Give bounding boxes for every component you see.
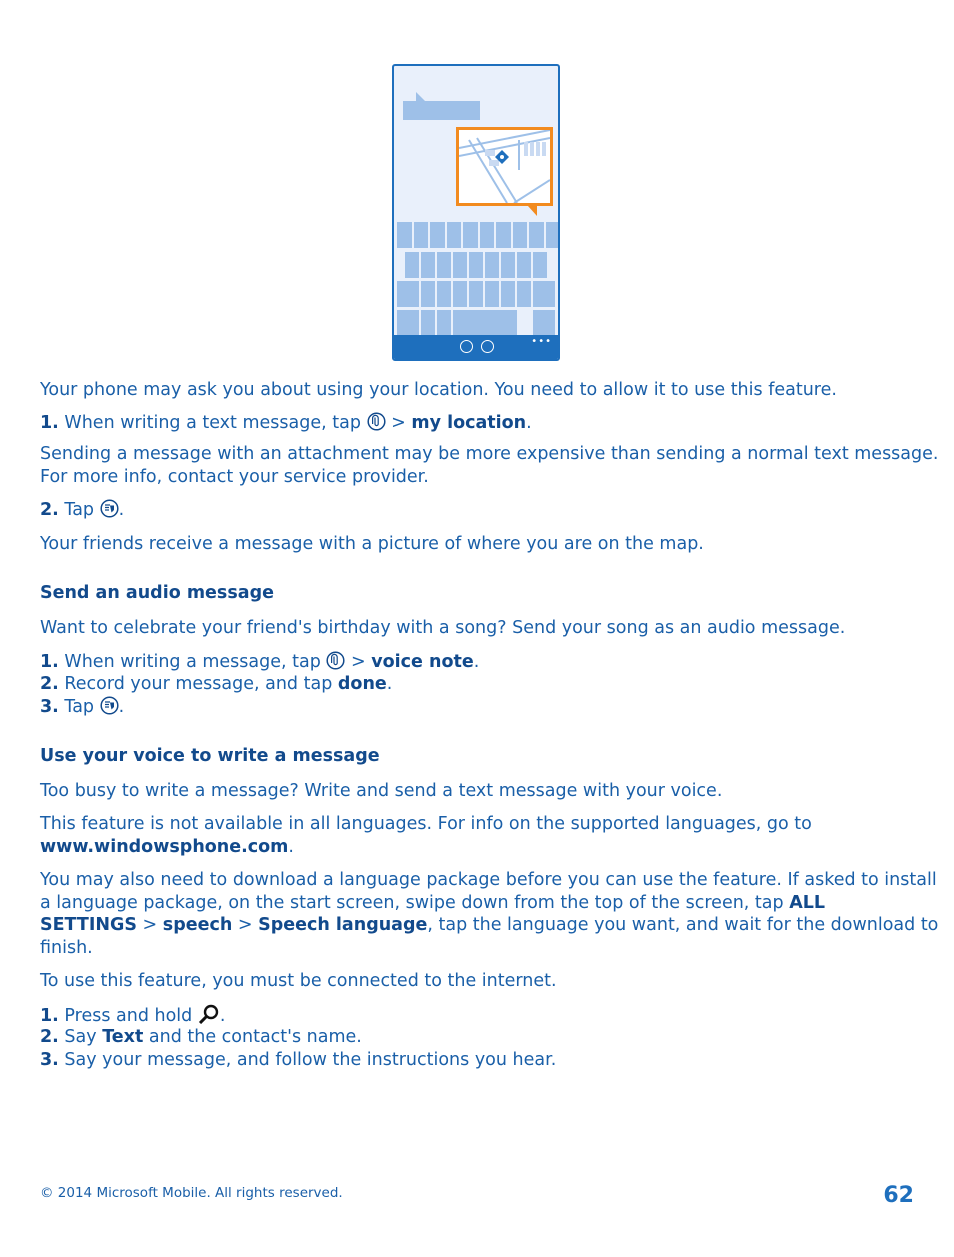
step-text: Say	[64, 1027, 97, 1047]
keyboard-key	[517, 252, 531, 278]
heading-voice-write: Use your voice to write a message	[40, 746, 380, 766]
keyboard-key	[453, 310, 517, 336]
paragraph-language-package-line4: finish.	[40, 938, 93, 958]
keyboard-key	[453, 252, 467, 278]
separator: >	[142, 915, 158, 935]
step-text: Tap	[64, 697, 95, 717]
paragraph-voice-intro: Too busy to write a message? Write and send a text message with your voice.	[40, 781, 723, 801]
message-bubble	[403, 101, 480, 120]
bold-speech-language: Speech language	[258, 915, 428, 935]
step-bold-done: done	[337, 674, 387, 694]
step-text: Say your message, and follow the instructions you hear.	[64, 1050, 557, 1070]
keyboard-key	[421, 310, 435, 336]
step-number: 2.	[40, 1027, 59, 1047]
keyboard-key	[533, 281, 555, 307]
keyboard-key	[437, 310, 451, 336]
map-icon	[459, 130, 550, 203]
text: , tap the language you want, and wait for the download to	[427, 915, 939, 935]
copyright-footer: © 2014 Microsoft Mobile. All rights reserved.	[40, 1185, 343, 1201]
step-text: Press and hold	[64, 1006, 193, 1026]
keyboard-key	[485, 252, 499, 278]
heading-send-audio: Send an audio message	[40, 583, 274, 603]
paragraph-audio-intro: Want to celebrate your friend's birthday with a song? Send your song as an audio message.	[40, 618, 846, 638]
step-text: When writing a message, tap	[64, 652, 321, 672]
bold-all: ALL	[789, 893, 826, 913]
keyboard-key	[453, 281, 467, 307]
step-separator: >	[351, 652, 366, 672]
keyboard-key	[513, 222, 528, 248]
keyboard-key	[533, 310, 555, 336]
keyboard-key	[546, 222, 561, 248]
keyboard-key	[463, 222, 478, 248]
keyboard-key	[397, 310, 419, 336]
keyboard-key	[496, 222, 511, 248]
attach-icon[interactable]	[481, 340, 494, 353]
attach-icon	[326, 651, 345, 670]
keyboard-key	[447, 222, 462, 248]
paragraph-friends-receive: Your friends receive a message with a picture of where you are on the map.	[40, 534, 704, 554]
step-number: 3.	[40, 1050, 59, 1070]
voice-step-1	[40, 1004, 225, 1028]
step-number: 1.	[40, 652, 59, 672]
step-text: Record your message, and tap	[64, 674, 333, 694]
step-number: 2.	[40, 500, 59, 520]
paragraph-language-package-line1: You may also need to download a language package before you can use the feature. If asked to install	[40, 870, 937, 890]
step-end: .	[386, 674, 393, 694]
keyboard-key	[485, 281, 499, 307]
step-end: .	[219, 1006, 226, 1026]
keyboard-key	[430, 222, 445, 248]
keyboard-key	[480, 222, 495, 248]
step-end: .	[118, 697, 125, 717]
keyboard-key	[437, 252, 451, 278]
step-end: .	[473, 652, 480, 672]
keyboard-key	[421, 252, 435, 278]
page-number: 62	[883, 1183, 914, 1208]
keyboard-key	[414, 222, 429, 248]
message-bubble-tail	[416, 92, 425, 101]
link-windowsphone[interactable]: www.windowsphone.com	[40, 837, 289, 857]
paragraph-attachment-cost-line1: Sending a message with an attachment may be more expensive than sending a normal text message.	[40, 444, 939, 464]
paragraph-language-package-line3	[40, 914, 938, 937]
bold-speech: speech	[162, 915, 233, 935]
step-text: Tap	[64, 500, 95, 520]
paragraph-location-permission: Your phone may ask you about using your location. You need to allow it to use this feature.	[40, 380, 837, 400]
keyboard-key	[533, 252, 547, 278]
paragraph-internet-required: To use this feature, you must be connected to the internet.	[40, 971, 557, 991]
keyboard-key	[501, 252, 515, 278]
step-bold-my-location: my location	[411, 413, 527, 433]
search-icon	[198, 1004, 220, 1024]
keyboard-key	[405, 252, 419, 278]
paragraph-language-package-line2	[40, 892, 825, 915]
keyboard-key	[501, 281, 515, 307]
step-bold-voice-note: voice note	[371, 652, 474, 672]
send-icon	[100, 499, 119, 518]
step-end: .	[118, 500, 125, 520]
text: a language package, on the start screen, swipe down from the top of the screen, tap	[40, 893, 784, 913]
keyboard-row-2	[397, 252, 557, 278]
keyboard-key	[397, 281, 419, 307]
paragraph-voice-languages-line2	[40, 836, 294, 859]
paragraph-attachment-cost-line2: For more info, contact your service provider.	[40, 467, 429, 487]
keyboard-key	[517, 281, 531, 307]
step-tap-send	[40, 499, 124, 522]
step-bold-text: Text	[102, 1027, 144, 1047]
map-bubble-tail	[528, 206, 537, 216]
step-separator: >	[391, 413, 406, 433]
step-number: 2.	[40, 674, 59, 694]
audio-step-3	[40, 696, 124, 719]
app-bar	[394, 335, 558, 359]
step-my-location	[40, 412, 532, 435]
voice-step-3	[40, 1049, 556, 1072]
keyboard-key	[469, 281, 483, 307]
paragraph-voice-languages-line1: This feature is not available in all languages. For info on the supported languages, go to	[40, 814, 812, 834]
more-dots-icon[interactable]: •••	[531, 336, 552, 347]
map-attachment-preview	[456, 127, 553, 206]
separator: >	[237, 915, 253, 935]
send-icon	[100, 696, 119, 715]
step-end: .	[526, 413, 532, 433]
step-text: and the contact's name.	[148, 1027, 362, 1047]
keyboard-key	[469, 252, 483, 278]
phone-illustration	[392, 64, 560, 361]
text-end: .	[288, 837, 294, 857]
keyboard-key	[437, 281, 451, 307]
voice-step-2	[40, 1026, 362, 1049]
keyboard-row-4	[397, 310, 557, 336]
keyboard-row-1	[397, 222, 557, 248]
step-number: 1.	[40, 413, 59, 433]
keyboard-row-3	[397, 281, 557, 307]
step-number: 1.	[40, 1006, 59, 1026]
step-text: When writing a text message, tap	[64, 413, 361, 433]
keyboard-key	[421, 281, 435, 307]
keyboard-key	[529, 222, 544, 248]
audio-step-1	[40, 651, 479, 674]
audio-step-2	[40, 673, 392, 696]
keyboard-key	[397, 222, 412, 248]
attach-icon	[367, 412, 386, 431]
send-icon[interactable]	[460, 340, 473, 353]
bold-settings: SETTINGS	[40, 915, 137, 935]
step-number: 3.	[40, 697, 59, 717]
